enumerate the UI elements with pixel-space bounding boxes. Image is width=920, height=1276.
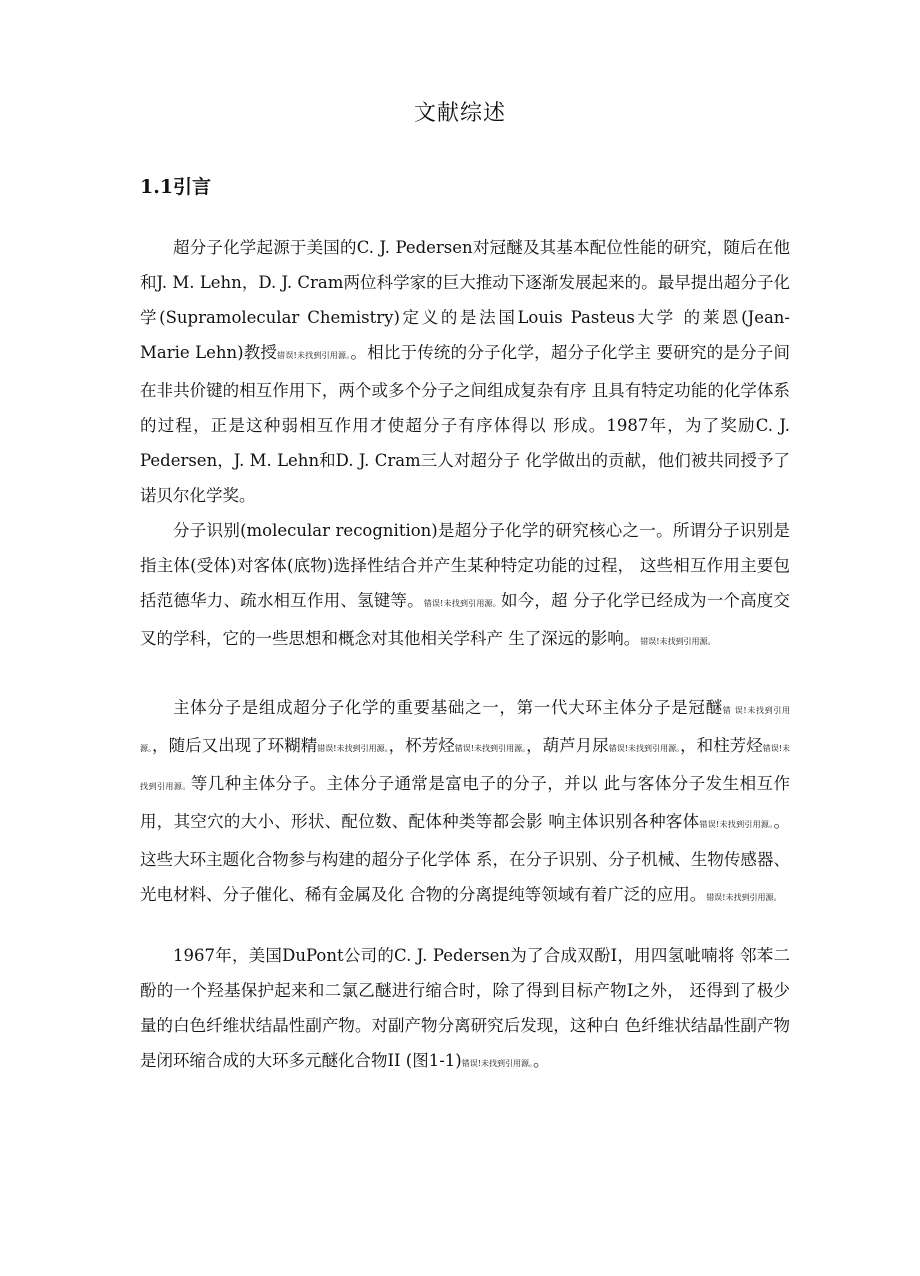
citation-error-note: 错误!未找到引用源。: [608, 744, 681, 753]
citation-error-note: 错误!未找到引用源。: [461, 1059, 533, 1068]
paragraph-text: 。相比于传统的分子化学，超分子化学主 要研究的是分子间在非共价键的相互作用下，两个或多个分子之间组成复杂有序 且具有特定功能的化学体系的过程，正是这种弱相互作用才使超分子有序体得以 形成。1987年，为了奖励C. J. Pedersen，J. M. Lehn和D. J. Cram三人对超分子 化学做出的贡献，他们被共同授予了诺贝尔化学奖。: [140, 343, 790, 505]
citation-error-note: 错误!未找到引用源。: [699, 820, 774, 829]
paragraph-text: ，葫芦月尿: [526, 736, 609, 755]
citation-error-note: 错误!未找到引用源。: [640, 637, 716, 646]
citation-error-note: 错误!未找到引用源。: [317, 744, 389, 753]
citation-error-note: 错误!未找到引用源。: [423, 599, 501, 608]
paragraph-text: 。: [532, 1051, 550, 1070]
paragraph-text: 如今，超 分子化学已经成为一个高度交叉的学科，它的一些思想和概念对其他相关学科产 生了深远的影响。: [140, 591, 790, 648]
paragraph-2: [140, 513, 790, 659]
paragraph-3: [140, 690, 790, 915]
citation-error-note: 错误!未找到引用源。: [140, 744, 791, 791]
citation-error-note: 错误!未找到引用源。: [277, 351, 351, 360]
section-heading: 1.1引言: [140, 176, 212, 198]
paragraph-text: 。这些大环主题化合物参与构建的超分子化学体 系，在分子识别、分子机械、生物传感器、光电材料、分子催化、稀有金属及化 合物的分离提纯等领域有着广泛的应用。: [140, 812, 790, 904]
paragraph-text: 等几种主体分子。主体分子通常是富电子的分子，并以 此与客体分子发生相互作用，其空穴的大小、形状、配位数、配体种类等都会影 响主体识别各种客体: [140, 774, 791, 831]
citation-error-note: 错 误!未找到引用源。: [140, 706, 791, 753]
paragraph-text: ，杯芳烃: [388, 736, 455, 755]
paragraph-text: 1967年，美国DuPont公司的C. J. Pedersen为了合成双酚I，用四氢呲喃将 邻苯二酚的一个羟基保护起来和二氯乙醚进行缩合时，除了得到目标产物I之外， 还得到了极少量的白色纤维状结晶性副产物。对副产物分离研究后发现，这种白 色纤维状结晶性副产物是闭环缩合成的大环多元醚化合物II (图1-1): [140, 946, 790, 1070]
document-title: 文献综述: [413, 101, 506, 126]
paragraph-text: ，随后又出现了环糊精: [152, 736, 318, 755]
paragraph-text: 分子识别(molecular recognition)是超分子化学的研究核心之一。所谓分子识别是指主体(受体)对客体(底物)选择性结合并产生某种特定功能的过程， 这些相互作用主要包括范德华力、疏水相互作用、氢键等。: [140, 521, 790, 610]
paragraph-1: [140, 230, 790, 513]
paragraph-text: 超分子化学起源于美国的C. J. Pedersen对冠醚及其基本配位性能的研究，随后在他和J. M. Lehn，D. J. Cram两位科学家的巨大推动下逐渐发展起来的。最早提出超分子化学(Supramolecular Chemistry)定义的是法国Louis Pasteus大学 的莱恩(Jean-Marie Lehn)教授: [140, 238, 790, 362]
paragraph-text: 主体分子是组成超分子化学的重要基础之一，第一代大环主体分子是冠醚: [173, 698, 723, 717]
paragraph-text: ，和柱芳烃: [680, 736, 763, 755]
citation-error-note: 错误!未找到引用源。: [454, 744, 527, 753]
paragraph-4: [140, 938, 790, 1081]
citation-error-note: 错误!未找到引用源。: [706, 893, 782, 902]
